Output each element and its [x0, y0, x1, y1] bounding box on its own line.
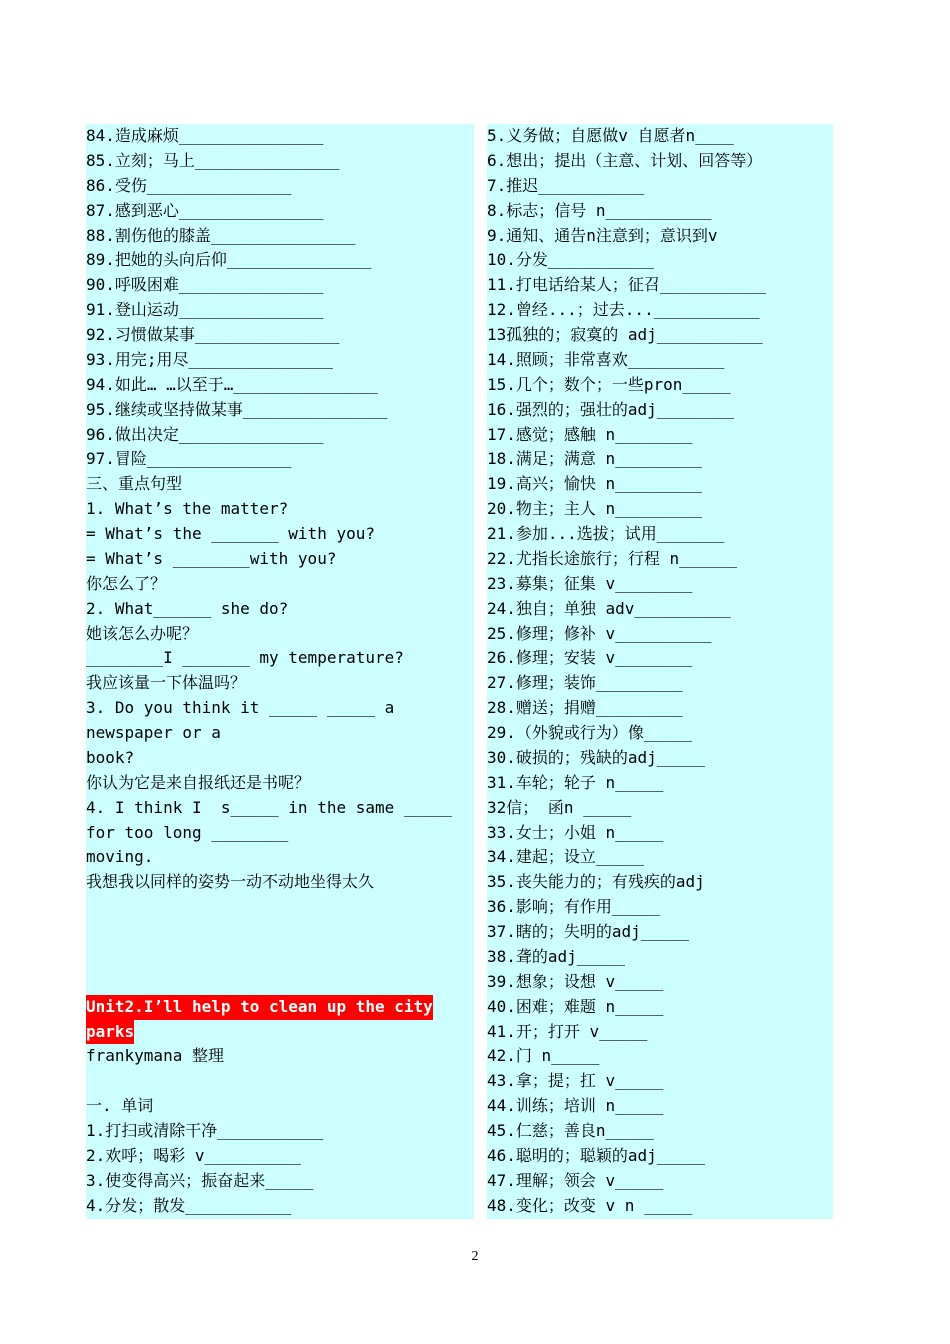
- blank-line: [86, 1069, 474, 1094]
- word-item: 38.聋的adj_____: [487, 946, 625, 966]
- sentence-line: 4. I think I s_____ in the same _____: [86, 797, 453, 817]
- word-item: 1.打扫或清除干净___________: [86, 1121, 324, 1140]
- word-item: 41.开；打开 v_____: [487, 1021, 648, 1041]
- phrase-item: 91.登山运动_______________: [86, 300, 324, 320]
- word-item: 9.通知、通告n注意到；意识到v: [487, 225, 718, 245]
- section-title-words: 一. 单词: [86, 1096, 154, 1116]
- sentence-line: 1. What’s the matter?: [86, 499, 289, 519]
- word-item: 5.义务做；自愿做v 自愿者n____: [487, 126, 734, 145]
- blank-line: [86, 945, 474, 970]
- unit-title-row: [86, 1020, 474, 1045]
- word-item: 44.训练；培训 n_____: [487, 1096, 664, 1116]
- sentence-line: ________I _______ my temperature?: [86, 648, 404, 668]
- word-item: 39.想象；设想 v_____: [487, 971, 664, 991]
- word-item: 23.募集；征集 v________: [487, 573, 693, 593]
- word-item: 2.欢呼；喝彩 v__________: [86, 1145, 301, 1165]
- word-list: [487, 124, 833, 1219]
- word-item: 32信； 函n _____: [487, 797, 632, 817]
- sentence-line: book?: [86, 747, 135, 767]
- sentence-line: for too long ________: [86, 822, 289, 842]
- word-item: 48.变化；改变 v n _____: [487, 1195, 693, 1215]
- word-item: 40.困难；难题 n_____: [487, 996, 664, 1016]
- word-item: 29.（外貌或行为）像_____: [487, 723, 693, 742]
- phrase-item: 97.冒险_______________: [86, 449, 292, 469]
- sentence-line: = What’s the _______ with you?: [86, 524, 375, 543]
- word-item: 20.物主；主人 n_________: [487, 499, 702, 519]
- phrase-item: 92.习惯做某事_______________: [86, 325, 340, 344]
- word-item: 10.分发___________: [487, 250, 654, 270]
- word-item: 36.影响；有作用_____: [487, 897, 661, 917]
- sentence-line: 你怎么了？: [86, 573, 167, 593]
- sentence-line: 你认为它是来自报纸还是书呢？: [86, 772, 311, 792]
- phrase-item: 84.造成麻烦_______________: [86, 126, 324, 145]
- phrase-item: 90.呼吸困难_______________: [86, 275, 324, 295]
- word-item: 8.标志；信号 n___________: [487, 200, 712, 220]
- word-item: 24.独自；单独 adv__________: [487, 598, 731, 618]
- blank-line: [86, 970, 474, 995]
- phrase-item: 95.继续或坚持做某事_______________: [86, 399, 388, 419]
- word-item: 3.使变得高兴；振奋起来_____: [86, 1170, 314, 1190]
- sentence-line: 3. Do you think it _____ _____ a: [86, 698, 395, 718]
- sentence-line: = What’s ________with you?: [86, 548, 337, 568]
- phrase-item: 85.立刻；马上_______________: [86, 150, 340, 170]
- sentence-line: 我应该量一下体温吗？: [86, 673, 247, 693]
- word-item: 7.推迟___________: [487, 175, 645, 195]
- word-item: 42.门 n_____: [487, 1046, 600, 1066]
- phrase-item: 89.把她的头向后仰_______________: [86, 250, 372, 270]
- word-item: 6.想出；提出（主意、计划、回答等）: [487, 150, 763, 170]
- phrase-item: 96.做出决定_______________: [86, 424, 324, 444]
- word-item: 45.仁慈；善良n_____: [487, 1121, 654, 1140]
- word-item: 18.满足；满意 n_________: [487, 449, 702, 469]
- phrase-item: 87.感到恶心_______________: [86, 200, 324, 220]
- sentence-line: 她该怎么办呢？: [86, 623, 199, 643]
- phrase-item: 86.受伤_______________: [86, 175, 292, 195]
- sentence-line: 我想我以同样的姿势一动不动地坐得太久: [86, 872, 375, 892]
- blank-line: [86, 895, 474, 920]
- word-item: 19.高兴；愉快 n_________: [487, 474, 702, 494]
- phrase-item: 88.割伤他的膝盖_______________: [86, 225, 356, 245]
- blank-line: [86, 920, 474, 945]
- section-title-key-sentences: 三、重点句型: [86, 474, 183, 494]
- word-item: 46.聪明的；聪颖的adj_____: [487, 1145, 705, 1165]
- word-item: 25.修理；修补 v__________: [487, 623, 712, 643]
- sentence-line: newspaper or a: [86, 723, 221, 742]
- unit-title-row: [86, 995, 474, 1020]
- sentence-line: 2. What______ she do?: [86, 598, 289, 618]
- word-item: 21.参加...选拔；试用_______: [487, 524, 725, 543]
- phrase-item: 94.如此… …以至于…_______________: [86, 374, 378, 394]
- right-column: [487, 124, 833, 1219]
- word-item: 17.感觉；感触 n________: [487, 424, 693, 444]
- word-item: 34.建起；设立_____: [487, 847, 645, 867]
- word-item: 33.女士；小姐 n_____: [487, 822, 664, 842]
- word-item: 11.打电话给某人；征召___________: [487, 275, 766, 295]
- word-item: 31.车轮；轮子 n_____: [487, 772, 664, 792]
- word-item: 35.丧失能力的；有残疾的adj: [487, 872, 705, 892]
- word-item: 26.修理；安装 v________: [487, 648, 693, 668]
- word-item: 28.赠送；捐赠_________: [487, 698, 683, 718]
- word-item: 14.照顾；非常喜欢__________: [487, 349, 725, 369]
- phrase-list: [86, 124, 474, 472]
- word-item: 43.拿；提；扛 v_____: [487, 1071, 664, 1091]
- word-item: 30.破损的；残缺的adj_____: [487, 747, 705, 767]
- sentence-list: [86, 497, 474, 895]
- word-item: 22.尤指长途旅行；行程 n______: [487, 548, 737, 568]
- word-item: 12.曾经...；过去...___________: [487, 300, 760, 320]
- word-item: 47.理解；领会 v_____: [487, 1170, 664, 1190]
- word-item: 15.几个；数个；一些pron_____: [487, 374, 731, 394]
- word-item: 27.修理；装饰_________: [487, 673, 683, 693]
- word-item: 16.强烈的；强壮的adj________: [487, 399, 734, 419]
- sentence-line: moving.: [86, 847, 154, 867]
- word-item: 13孤独的；寂寞的 adj___________: [487, 325, 763, 344]
- unit-title-line1: Unit2.I’ll help to clean up the city: [86, 995, 433, 1020]
- word-item: 37.瞎的；失明的adj_____: [487, 922, 689, 941]
- word-list: [86, 1119, 474, 1219]
- left-column: [86, 124, 474, 1219]
- page-number: 2: [471, 1249, 479, 1264]
- word-item: 4.分发；散发___________: [86, 1195, 292, 1215]
- phrase-item: 93.用完;用尽_______________: [86, 349, 334, 369]
- organizer-credit: frankymana 整理: [86, 1046, 224, 1066]
- unit-title-line2: parks: [86, 1020, 134, 1045]
